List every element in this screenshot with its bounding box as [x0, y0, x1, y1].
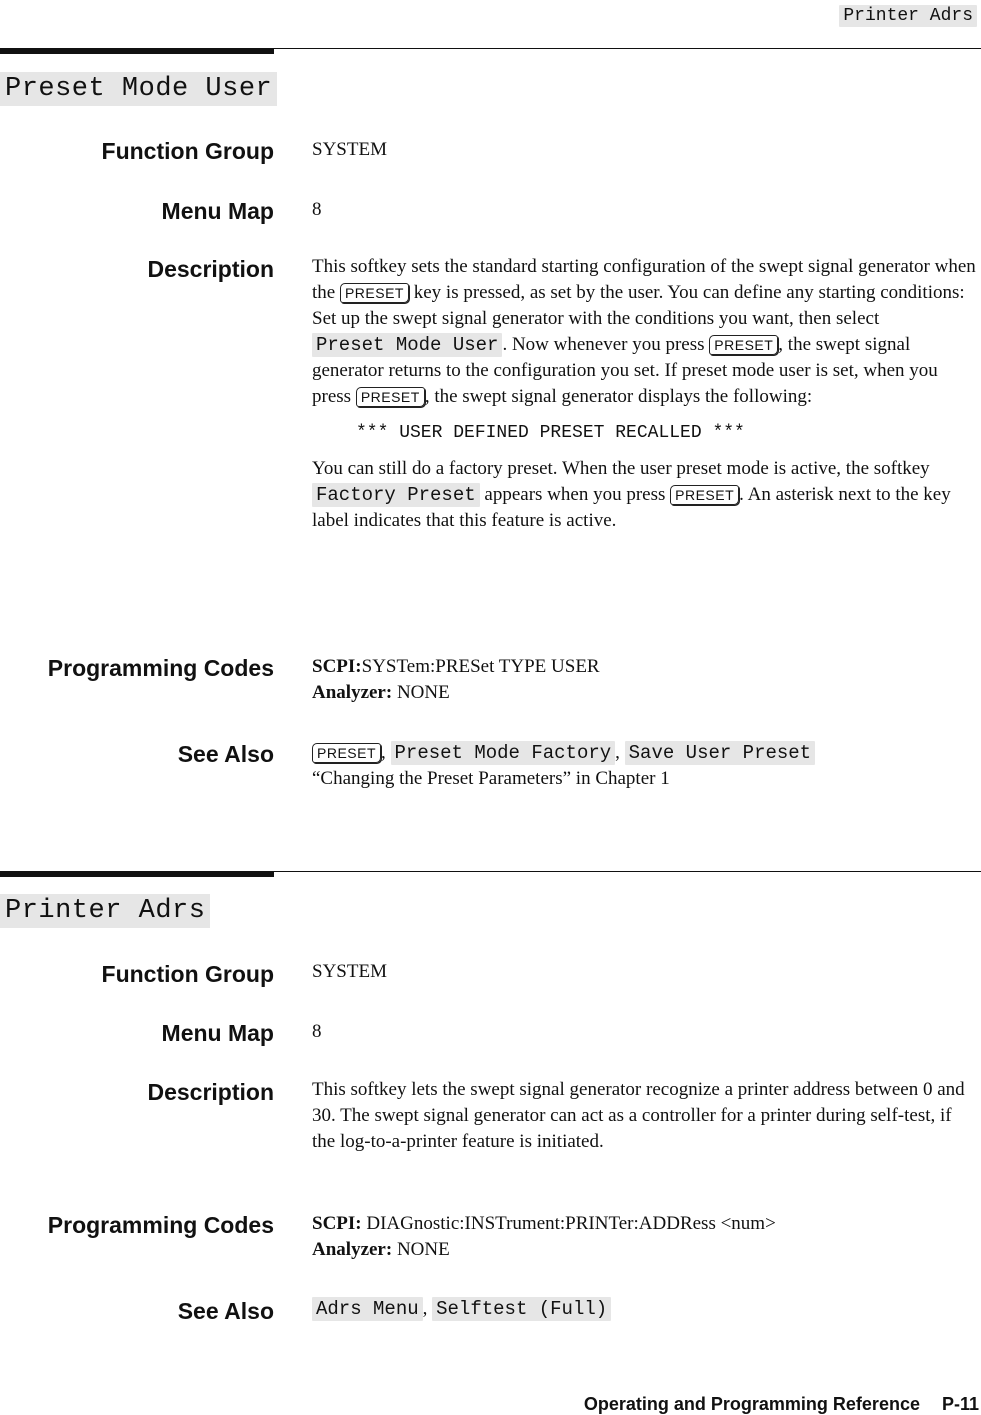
description-paragraph — [312, 254, 977, 410]
page-number: P-11 — [941, 1394, 979, 1414]
section-rule-thin — [274, 871, 981, 872]
function-group-value: SYSTEM — [312, 961, 387, 982]
description-text: key is pressed, as set by the user. You can define any starting conditions: Set up the swept signal generator with the conditions you want, then select — [312, 282, 965, 329]
softkey-factory-preset: Factory Preset — [312, 483, 480, 507]
analyzer-label: Analyzer: — [312, 1239, 393, 1260]
analyzer-command: NONE — [396, 1239, 450, 1260]
description-body — [312, 254, 977, 534]
see-also: Adrs Menu , Selftest (Full) — [312, 1296, 977, 1322]
entry-title-printer-adrs: Printer Adrs — [0, 894, 210, 928]
label-description: Description — [147, 256, 274, 282]
label-menu-map: Menu Map — [161, 1020, 274, 1046]
footer-section-title: Operating and Programming Reference — [583, 1394, 920, 1414]
softkey-preset-mode-factory: Preset Mode Factory — [391, 741, 616, 765]
section-rule-thin — [274, 48, 981, 49]
description-text: This softkey sets the standard starting configuration of the swept signal generator when the — [312, 256, 976, 303]
description-paragraph — [312, 456, 977, 534]
section-rule-thick — [0, 871, 274, 877]
description-text: appears when you press — [484, 484, 666, 505]
label-programming-codes: Programming Codes — [47, 1212, 274, 1238]
label-menu-map: Menu Map — [161, 198, 274, 224]
scpi-label: SCPI: — [312, 1213, 362, 1234]
scpi-command: DIAGnostic:INSTrument:PRINTer:ADDRess <num> — [366, 1213, 776, 1234]
display-message: *** USER DEFINED PRESET RECALLED *** — [356, 423, 745, 443]
preset-key: PRESET — [312, 743, 381, 763]
description-text: . Now whenever you press — [502, 334, 705, 355]
description-body: This softkey lets the swept signal generator recognize a printer address between 0 and 30. The swept signal generator can act as a controller for a printer during self-test, if the log-to-a-printer feature is initiated. — [312, 1079, 965, 1152]
analyzer-line — [312, 680, 977, 706]
function-group-value: SYSTEM — [312, 139, 387, 160]
see-also-keys: PRESET , Preset Mode Factory , Save User Preset — [312, 740, 977, 766]
label-function-group: Function Group — [101, 961, 274, 987]
description-text: . An asterisk next to the key label indicates that this feature is active. — [312, 484, 951, 531]
description-text: , the swept signal generator returns to the configuration you set. If preset mode user is set, when you press — [312, 334, 938, 407]
scpi-line — [312, 1211, 977, 1237]
see-also-reference: “Changing the Preset Parameters” in Chapter 1 — [312, 768, 670, 789]
scpi-line — [312, 654, 977, 680]
see-also — [312, 740, 977, 792]
label-function-group: Function Group — [101, 138, 274, 164]
preset-key: PRESET — [670, 485, 739, 505]
softkey-selftest-full: Selftest (Full) — [432, 1297, 611, 1321]
running-head: Printer Adrs — [839, 5, 977, 27]
softkey-save-user-preset: Save User Preset — [625, 741, 815, 765]
label-see-also: See Also — [177, 1298, 274, 1324]
section-rule-thick — [0, 48, 274, 54]
preset-key: PRESET — [709, 335, 778, 355]
label-description: Description — [147, 1079, 274, 1105]
programming-codes — [312, 654, 977, 706]
page-footer — [584, 1394, 979, 1415]
analyzer-command: NONE — [396, 682, 450, 703]
softkey-adrs-menu: Adrs Menu — [312, 1297, 423, 1321]
analyzer-line — [312, 1237, 977, 1263]
programming-codes — [312, 1211, 977, 1263]
menu-map-value: 8 — [312, 1021, 322, 1042]
description-text: , the swept signal generator displays the following: — [424, 386, 813, 407]
preset-key: PRESET — [356, 387, 425, 407]
entry-title-preset-mode-user: Preset Mode User — [0, 72, 277, 106]
softkey-preset-mode-user: Preset Mode User — [312, 333, 502, 357]
preset-key: PRESET — [340, 283, 409, 303]
scpi-command: SYSTem:PRESet TYPE USER — [361, 656, 600, 677]
menu-map-value: 8 — [312, 199, 322, 220]
analyzer-label: Analyzer: — [312, 682, 393, 703]
label-see-also: See Also — [177, 741, 274, 767]
scpi-label: SCPI: — [312, 656, 362, 677]
label-programming-codes: Programming Codes — [47, 655, 274, 681]
description-text: You can still do a factory preset. When the user preset mode is active, the softkey — [312, 458, 930, 479]
